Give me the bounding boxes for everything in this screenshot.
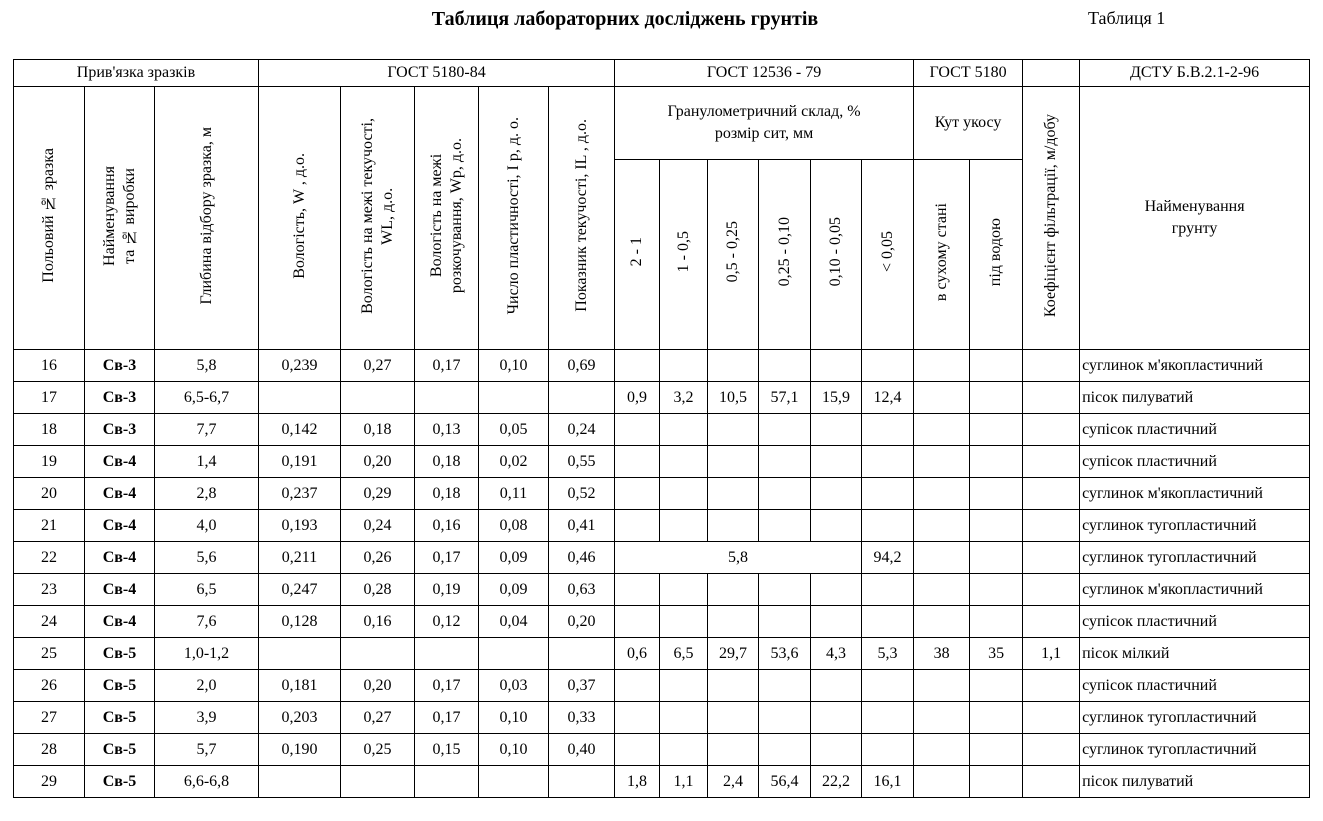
cell-granulometry: [811, 734, 862, 766]
header-moisture: Вологість, W , д.о.: [259, 87, 341, 350]
header-dry: в сухому стані: [914, 160, 970, 350]
cell-granulometry: [862, 606, 914, 638]
cell-filtration: [1023, 606, 1080, 638]
cell-slope-dry: [914, 702, 970, 734]
cell-plasticity-index: 0,03: [479, 670, 549, 702]
cell-granulometry: [660, 510, 708, 542]
cell-plastic-limit: [415, 638, 479, 670]
cell-excavation: Св-5: [85, 638, 155, 670]
cell-liquidity-index: 0,69: [549, 350, 615, 382]
cell-depth: 5,8: [155, 350, 259, 382]
table-row: [14, 606, 1310, 638]
cell-filtration: [1023, 382, 1080, 414]
cell-granulometry: [811, 574, 862, 606]
cell-granulometry: 10,5: [708, 382, 759, 414]
cell-depth: 6,6-6,8: [155, 766, 259, 798]
header-liquidity-index: Показник текучості, IL , д.о.: [549, 87, 615, 350]
cell-granulometry: 57,1: [759, 382, 811, 414]
cell-liquidity-index: 0,63: [549, 574, 615, 606]
cell-sample-no: 16: [14, 350, 85, 382]
header-sieve: 0,10 - 0,05: [811, 160, 862, 350]
cell-granulometry: [811, 606, 862, 638]
cell-granulometry: [615, 510, 660, 542]
cell-liquidity-index: 0,24: [549, 414, 615, 446]
table-row: [14, 766, 1310, 798]
table-row: [14, 414, 1310, 446]
cell-depth: 2,0: [155, 670, 259, 702]
cell-granulometry: [708, 734, 759, 766]
cell-soil-name: супісок пластичний: [1080, 414, 1310, 446]
cell-granulometry: 29,7: [708, 638, 759, 670]
cell-slope-dry: [914, 350, 970, 382]
cell-depth: 5,7: [155, 734, 259, 766]
cell-filtration: [1023, 574, 1080, 606]
cell-granulometry: 6,5: [660, 638, 708, 670]
cell-slope-water: [970, 574, 1023, 606]
cell-slope-water: [970, 414, 1023, 446]
cell-liquid-limit: 0,27: [341, 350, 415, 382]
cell-slope-dry: [914, 478, 970, 510]
cell-granulometry: [708, 510, 759, 542]
table-row: [14, 510, 1310, 542]
cell-moisture: [259, 382, 341, 414]
header-plasticity-index: Число пластичності, I p, д. о.: [479, 87, 549, 350]
cell-granulometry: [660, 702, 708, 734]
cell-slope-water: [970, 350, 1023, 382]
cell-granulometry: [660, 606, 708, 638]
cell-granulometry: [660, 414, 708, 446]
cell-liquidity-index: 0,20: [549, 606, 615, 638]
group-gost-12536: ГОСТ 12536 - 79: [615, 60, 914, 87]
cell-plastic-limit: 0,13: [415, 414, 479, 446]
cell-slope-dry: [914, 766, 970, 798]
cell-filtration: 1,1: [1023, 638, 1080, 670]
cell-slope-dry: [914, 510, 970, 542]
cell-depth: 1,0-1,2: [155, 638, 259, 670]
cell-plastic-limit: [415, 382, 479, 414]
cell-plastic-limit: 0,18: [415, 478, 479, 510]
cell-granulometry: [759, 414, 811, 446]
header-granulometry: Гранулометричний склад, % розмір сит, мм: [615, 87, 914, 160]
cell-depth: 2,8: [155, 478, 259, 510]
cell-granulometry: [862, 414, 914, 446]
table-row: [14, 670, 1310, 702]
group-empty: [1023, 60, 1080, 87]
cell-plasticity-index: 0,11: [479, 478, 549, 510]
cell-depth: 7,7: [155, 414, 259, 446]
table-row: [14, 574, 1310, 606]
table-row: [14, 542, 1310, 574]
cell-liquidity-index: 0,52: [549, 478, 615, 510]
cell-granulometry: [615, 414, 660, 446]
cell-granulometry: [660, 574, 708, 606]
header-slope-angle: Кут укосу: [914, 87, 1023, 160]
header-soil-name: Найменування грунту: [1080, 87, 1310, 350]
header-sieve: 0,5 - 0,25: [708, 160, 759, 350]
cell-excavation: Св-4: [85, 542, 155, 574]
cell-moisture: 0,193: [259, 510, 341, 542]
cell-filtration: [1023, 670, 1080, 702]
cell-granulometry: [708, 446, 759, 478]
header-sieve: < 0,05: [862, 160, 914, 350]
cell-sample-no: 20: [14, 478, 85, 510]
cell-granulometry: [759, 478, 811, 510]
cell-granulometry: [708, 350, 759, 382]
table-row: [14, 382, 1310, 414]
cell-plastic-limit: 0,18: [415, 446, 479, 478]
group-gost-5180: ГОСТ 5180: [914, 60, 1023, 87]
group-dstu: ДСТУ Б.В.2.1-2-96: [1080, 60, 1310, 87]
cell-plastic-limit: [415, 766, 479, 798]
cell-granulometry: [862, 734, 914, 766]
cell-granulometry: [759, 510, 811, 542]
cell-granulometry: [615, 734, 660, 766]
cell-granulometry: [660, 446, 708, 478]
cell-granulometry: [862, 702, 914, 734]
cell-granulometry: 3,2: [660, 382, 708, 414]
cell-liquid-limit: 0,28: [341, 574, 415, 606]
cell-liquidity-index: 0,33: [549, 702, 615, 734]
cell-moisture: 0,247: [259, 574, 341, 606]
cell-slope-water: [970, 478, 1023, 510]
cell-slope-water: [970, 606, 1023, 638]
group-gost-5180-84: ГОСТ 5180-84: [259, 60, 615, 87]
cell-liquid-limit: [341, 638, 415, 670]
cell-granulometry: [660, 350, 708, 382]
cell-filtration: [1023, 350, 1080, 382]
cell-granulometry: [615, 606, 660, 638]
cell-plasticity-index: 0,02: [479, 446, 549, 478]
cell-granulometry: [708, 670, 759, 702]
cell-slope-dry: [914, 734, 970, 766]
cell-liquidity-index: [549, 638, 615, 670]
cell-sample-no: 27: [14, 702, 85, 734]
cell-soil-name: пісок пилуватий: [1080, 382, 1310, 414]
cell-moisture: [259, 766, 341, 798]
cell-slope-dry: [914, 574, 970, 606]
soil-lab-table: [13, 59, 1310, 798]
cell-excavation: Св-4: [85, 478, 155, 510]
cell-slope-dry: [914, 606, 970, 638]
cell-liquidity-index: 0,46: [549, 542, 615, 574]
cell-granulometry: 0,6: [615, 638, 660, 670]
cell-liquid-limit: 0,25: [341, 734, 415, 766]
cell-slope-dry: [914, 446, 970, 478]
cell-liquid-limit: 0,29: [341, 478, 415, 510]
header-depth: Глибина відбору зразка, м: [155, 87, 259, 350]
cell-filtration: [1023, 766, 1080, 798]
cell-granulometry: [862, 478, 914, 510]
cell-excavation: Св-5: [85, 670, 155, 702]
cell-filtration: [1023, 542, 1080, 574]
cell-slope-water: [970, 542, 1023, 574]
cell-moisture: 0,203: [259, 702, 341, 734]
cell-sample-no: 21: [14, 510, 85, 542]
cell-soil-name: супісок пластичний: [1080, 670, 1310, 702]
cell-slope-dry: [914, 414, 970, 446]
cell-granulometry: [759, 350, 811, 382]
header-sieve: 1 - 0,5: [660, 160, 708, 350]
cell-liquid-limit: [341, 382, 415, 414]
cell-granulometry: [615, 670, 660, 702]
cell-granulometry: [759, 446, 811, 478]
cell-granulometry: 4,3: [811, 638, 862, 670]
cell-granulometry: [862, 670, 914, 702]
cell-granulometry: [811, 670, 862, 702]
cell-excavation: Св-5: [85, 766, 155, 798]
header-excavation: Найменування та № виробки: [85, 87, 155, 350]
cell-granulometry: [811, 414, 862, 446]
cell-liquid-limit: 0,27: [341, 702, 415, 734]
cell-moisture: [259, 638, 341, 670]
cell-granulometry: 22,2: [811, 766, 862, 798]
cell-granulometry: [708, 702, 759, 734]
cell-granulometry: [811, 350, 862, 382]
cell-plastic-limit: 0,17: [415, 702, 479, 734]
cell-slope-dry: [914, 542, 970, 574]
cell-depth: 6,5: [155, 574, 259, 606]
cell-granulometry: 15,9: [811, 382, 862, 414]
cell-filtration: [1023, 734, 1080, 766]
header-sieve: 2 - 1: [615, 160, 660, 350]
cell-granulometry: [759, 670, 811, 702]
header-sample-no: Польовий № зразка: [14, 87, 85, 350]
cell-granulometry: 0,9: [615, 382, 660, 414]
cell-filtration: [1023, 478, 1080, 510]
group-binding: Прив'язка зразків: [14, 60, 259, 87]
cell-granulometry: [708, 414, 759, 446]
cell-sample-no: 26: [14, 670, 85, 702]
cell-slope-water: [970, 734, 1023, 766]
cell-plastic-limit: 0,12: [415, 606, 479, 638]
cell-slope-dry: [914, 382, 970, 414]
cell-soil-name: пісок мілкий: [1080, 638, 1310, 670]
cell-excavation: Св-3: [85, 382, 155, 414]
cell-granulometry: [660, 670, 708, 702]
cell-plasticity-index: 0,10: [479, 702, 549, 734]
cell-sample-no: 23: [14, 574, 85, 606]
cell-granulometry: [708, 478, 759, 510]
cell-granulometry: [660, 478, 708, 510]
cell-soil-name: суглинок тугопластичний: [1080, 510, 1310, 542]
cell-granulometry: [811, 510, 862, 542]
cell-granulometry: 53,6: [759, 638, 811, 670]
cell-excavation: Св-4: [85, 606, 155, 638]
cell-moisture: 0,239: [259, 350, 341, 382]
cell-liquidity-index: [549, 766, 615, 798]
cell-liquid-limit: 0,20: [341, 670, 415, 702]
cell-depth: 6,5-6,7: [155, 382, 259, 414]
cell-granulometry: [759, 734, 811, 766]
cell-slope-water: 35: [970, 638, 1023, 670]
table-row: [14, 478, 1310, 510]
cell-sample-no: 22: [14, 542, 85, 574]
cell-filtration: [1023, 414, 1080, 446]
cell-sample-no: 18: [14, 414, 85, 446]
cell-granulometry: 16,1: [862, 766, 914, 798]
cell-granulometry: [759, 574, 811, 606]
cell-plastic-limit: 0,19: [415, 574, 479, 606]
cell-soil-name: суглинок м'якопластичний: [1080, 574, 1310, 606]
cell-sample-no: 25: [14, 638, 85, 670]
cell-slope-water: [970, 510, 1023, 542]
cell-moisture: 0,128: [259, 606, 341, 638]
cell-granulometry-merged: 5,8: [615, 542, 862, 574]
cell-slope-water: [970, 382, 1023, 414]
header-liquid-limit: Вологість на межі текучості, WL, д.о.: [341, 87, 415, 350]
cell-plasticity-index: 0,04: [479, 606, 549, 638]
cell-moisture: 0,191: [259, 446, 341, 478]
cell-granulometry: [811, 446, 862, 478]
cell-moisture: 0,211: [259, 542, 341, 574]
cell-plasticity-index: [479, 638, 549, 670]
cell-moisture: 0,190: [259, 734, 341, 766]
cell-granulometry: [759, 702, 811, 734]
cell-granulometry: [708, 574, 759, 606]
cell-granulometry: [708, 606, 759, 638]
cell-granulometry: [862, 350, 914, 382]
table-row: [14, 350, 1310, 382]
cell-depth: 1,4: [155, 446, 259, 478]
cell-slope-water: [970, 670, 1023, 702]
cell-plasticity-index: [479, 382, 549, 414]
cell-plastic-limit: 0,16: [415, 510, 479, 542]
cell-granulometry: [811, 478, 862, 510]
page-title: Таблиця лабораторних досліджень грунтів: [431, 8, 819, 30]
cell-plasticity-index: [479, 766, 549, 798]
cell-granulometry: 56,4: [759, 766, 811, 798]
cell-slope-water: [970, 702, 1023, 734]
cell-liquid-limit: 0,26: [341, 542, 415, 574]
cell-granulometry: [615, 702, 660, 734]
cell-soil-name: супісок пластичний: [1080, 606, 1310, 638]
cell-granulometry: [862, 446, 914, 478]
cell-slope-water: [970, 766, 1023, 798]
cell-granulometry: [615, 350, 660, 382]
cell-liquidity-index: 0,55: [549, 446, 615, 478]
cell-liquid-limit: 0,20: [341, 446, 415, 478]
cell-plasticity-index: 0,10: [479, 734, 549, 766]
table-number-label: Таблиця 1: [1088, 8, 1166, 28]
cell-granulometry: [615, 478, 660, 510]
table-row: [14, 734, 1310, 766]
cell-plastic-limit: 0,15: [415, 734, 479, 766]
header-filtration: Коефіцієнт фільтрації, м/добу: [1023, 87, 1080, 350]
header-sieve: 0,25 - 0,10: [759, 160, 811, 350]
cell-granulometry: 94,2: [862, 542, 914, 574]
cell-soil-name: суглинок м'якопластичний: [1080, 350, 1310, 382]
cell-soil-name: суглинок тугопластичний: [1080, 702, 1310, 734]
cell-liquid-limit: 0,24: [341, 510, 415, 542]
cell-soil-name: суглинок тугопластичний: [1080, 734, 1310, 766]
cell-sample-no: 28: [14, 734, 85, 766]
cell-excavation: Св-4: [85, 510, 155, 542]
cell-liquidity-index: 0,40: [549, 734, 615, 766]
cell-sample-no: 24: [14, 606, 85, 638]
cell-plastic-limit: 0,17: [415, 542, 479, 574]
cell-liquid-limit: 0,16: [341, 606, 415, 638]
cell-liquidity-index: [549, 382, 615, 414]
cell-excavation: Св-4: [85, 446, 155, 478]
cell-filtration: [1023, 510, 1080, 542]
cell-slope-water: [970, 446, 1023, 478]
cell-liquid-limit: 0,18: [341, 414, 415, 446]
cell-moisture: 0,237: [259, 478, 341, 510]
cell-excavation: Св-3: [85, 414, 155, 446]
cell-soil-name: суглинок тугопластичний: [1080, 542, 1310, 574]
cell-granulometry: [862, 510, 914, 542]
cell-filtration: [1023, 446, 1080, 478]
cell-granulometry: 2,4: [708, 766, 759, 798]
cell-depth: 5,6: [155, 542, 259, 574]
cell-moisture: 0,181: [259, 670, 341, 702]
cell-soil-name: суглинок м'якопластичний: [1080, 478, 1310, 510]
cell-granulometry: [811, 702, 862, 734]
cell-liquid-limit: [341, 766, 415, 798]
cell-filtration: [1023, 702, 1080, 734]
cell-granulometry: 12,4: [862, 382, 914, 414]
cell-liquidity-index: 0,41: [549, 510, 615, 542]
cell-soil-name: пісок пилуватий: [1080, 766, 1310, 798]
cell-plasticity-index: 0,10: [479, 350, 549, 382]
cell-slope-dry: [914, 670, 970, 702]
header-under-water: під водою: [970, 160, 1023, 350]
table-row: [14, 446, 1310, 478]
cell-depth: 7,6: [155, 606, 259, 638]
cell-excavation: Св-4: [85, 574, 155, 606]
cell-granulometry: 1,1: [660, 766, 708, 798]
cell-granulometry: [615, 446, 660, 478]
cell-granulometry: [660, 734, 708, 766]
cell-plasticity-index: 0,08: [479, 510, 549, 542]
cell-sample-no: 19: [14, 446, 85, 478]
table-row: [14, 702, 1310, 734]
cell-excavation: Св-5: [85, 734, 155, 766]
cell-granulometry: [759, 606, 811, 638]
cell-plasticity-index: 0,05: [479, 414, 549, 446]
table-row: [14, 638, 1310, 670]
cell-plasticity-index: 0,09: [479, 574, 549, 606]
cell-depth: 4,0: [155, 510, 259, 542]
cell-granulometry: 1,8: [615, 766, 660, 798]
cell-plasticity-index: 0,09: [479, 542, 549, 574]
cell-excavation: Св-5: [85, 702, 155, 734]
cell-plastic-limit: 0,17: [415, 350, 479, 382]
cell-plastic-limit: 0,17: [415, 670, 479, 702]
cell-slope-dry: 38: [914, 638, 970, 670]
cell-liquidity-index: 0,37: [549, 670, 615, 702]
cell-excavation: Св-3: [85, 350, 155, 382]
cell-moisture: 0,142: [259, 414, 341, 446]
cell-granulometry: [862, 574, 914, 606]
header-plastic-limit: Вологість на межі розкочування, Wp, д.о.: [415, 87, 479, 350]
cell-granulometry: [615, 574, 660, 606]
cell-granulometry: 5,3: [862, 638, 914, 670]
cell-soil-name: супісок пластичний: [1080, 446, 1310, 478]
cell-sample-no: 29: [14, 766, 85, 798]
cell-depth: 3,9: [155, 702, 259, 734]
cell-sample-no: 17: [14, 382, 85, 414]
